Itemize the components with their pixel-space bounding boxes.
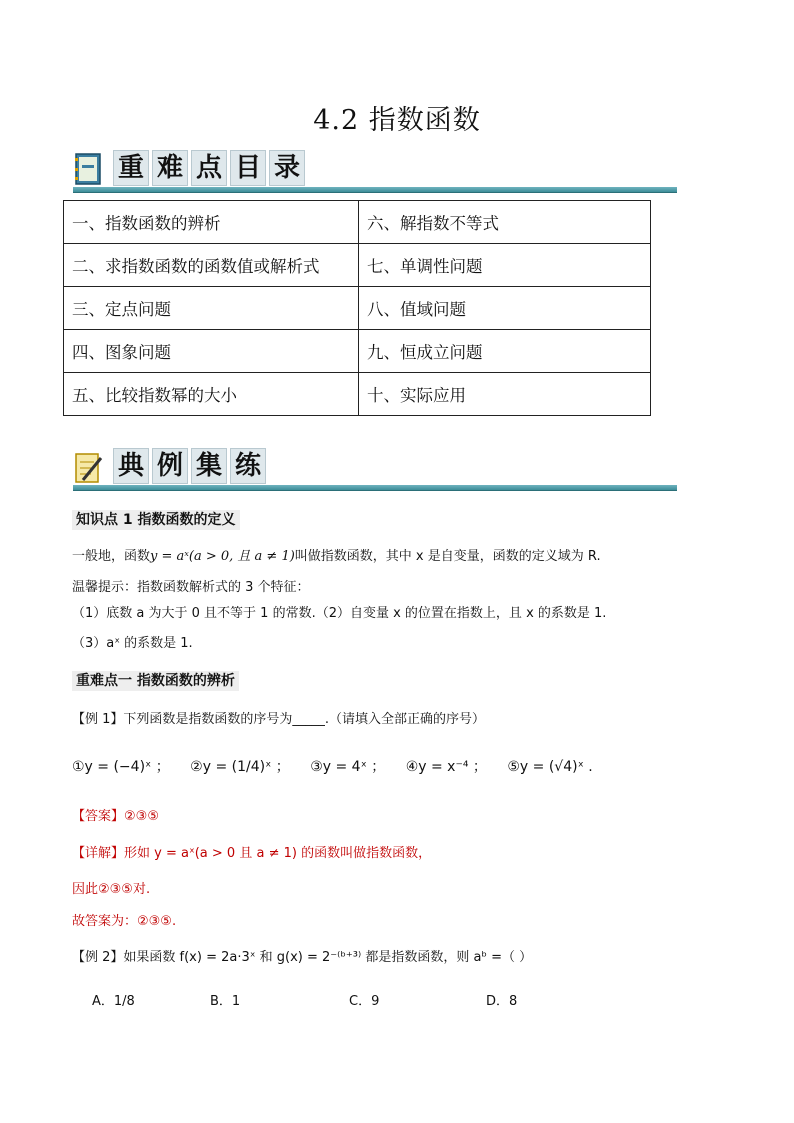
example-1-question: 【例 1】下列函数是指数函数的序号为_____.（请填入全部正确的序号） xyxy=(72,712,486,727)
option-3: ③y = 4ˣ ； xyxy=(310,759,386,775)
section-header-toc xyxy=(73,150,683,190)
choice-c: C．9 xyxy=(349,994,380,1009)
section-title-toc xyxy=(113,150,308,186)
toc-item: 三、定点问题 xyxy=(64,287,359,330)
section-char: 目 xyxy=(230,150,266,186)
toc-item: 五、比较指数幂的大小 xyxy=(64,373,359,416)
toc-table xyxy=(63,200,651,416)
knowledge-point-heading: 知识点 1 指数函数的定义 xyxy=(72,509,240,529)
toc-item: 二、求指数函数的函数值或解析式 xyxy=(64,244,359,287)
table-row xyxy=(64,373,651,416)
section-char: 难 xyxy=(152,150,188,186)
section-underline xyxy=(73,187,677,193)
section-char: 典 xyxy=(113,448,149,484)
toc-item: 一、指数函数的辨析 xyxy=(64,201,359,244)
notepad-pencil-icon xyxy=(73,450,103,484)
option-1: ①y = (−4)ˣ ； xyxy=(72,759,170,775)
page-title: 4.2 指数函数 xyxy=(313,105,481,136)
example-1-therefore: 因此②③⑤对. xyxy=(72,882,151,897)
example-2-question: 【例 2】如果函数 f(x) = 2a·3ˣ 和 g(x) = 2⁻⁽ᵇ⁺³⁾ 都是指数函数，则 aᵇ =（ ） xyxy=(72,950,533,965)
section-char: 重 xyxy=(113,150,149,186)
definition-formula: y = aˣ(a > 0, 且 a ≠ 1) xyxy=(150,549,295,564)
example-1-detail: 【详解】形如 y = aˣ(a > 0 且 a ≠ 1) 的函数叫做指数函数， xyxy=(72,846,432,861)
option-4: ④y = x⁻⁴ ； xyxy=(405,759,487,775)
toc-item: 四、图象问题 xyxy=(64,330,359,373)
tip-line: 温馨提示：指数函数解析式的 3 个特征： xyxy=(72,580,310,595)
section-title-examples xyxy=(113,448,269,484)
definition-line: 一般地，函数y = aˣ(a > 0, 且 a ≠ 1)叫做指数函数，其中 x 是自变量，函数的定义域为 R. xyxy=(72,549,601,564)
section-header-examples xyxy=(73,448,683,488)
table-row xyxy=(64,244,651,287)
table-row xyxy=(64,330,651,373)
option-2: ②y = (1/4)ˣ ； xyxy=(190,759,290,775)
example-1-options xyxy=(72,756,593,776)
toc-item: 七、单调性问题 xyxy=(359,244,651,287)
toc-item: 八、值域问题 xyxy=(359,287,651,330)
section-char: 点 xyxy=(191,150,227,186)
table-row xyxy=(64,201,651,244)
example-1-answer: 【答案】②③⑤ xyxy=(72,809,159,824)
choice-a: A．1/8 xyxy=(92,994,135,1009)
toc-item: 十、实际应用 xyxy=(359,373,651,416)
section-char: 录 xyxy=(269,150,305,186)
section-underline xyxy=(73,485,677,491)
example-1-final: 故答案为：②③⑤. xyxy=(72,914,177,929)
section-char: 练 xyxy=(230,448,266,484)
key-point-heading: 重难点一 指数函数的辨析 xyxy=(72,670,239,690)
choice-b: B．1 xyxy=(210,994,241,1009)
section-char: 例 xyxy=(152,448,188,484)
feature-line: （1）底数 a 为大于 0 且不等于 1 的常数.（2）自变量 x 的位置在指数上，且 x 的系数是 1. xyxy=(72,606,607,621)
option-5: ⑤y = (√4)ˣ . xyxy=(507,759,593,775)
notebook-icon xyxy=(73,152,103,186)
toc-item: 九、恒成立问题 xyxy=(359,330,651,373)
feature-line: （3）aˣ 的系数是 1. xyxy=(72,636,193,651)
choice-d: D．8 xyxy=(486,994,518,1009)
table-row xyxy=(64,287,651,330)
section-char: 集 xyxy=(191,448,227,484)
toc-item: 六、解指数不等式 xyxy=(359,201,651,244)
